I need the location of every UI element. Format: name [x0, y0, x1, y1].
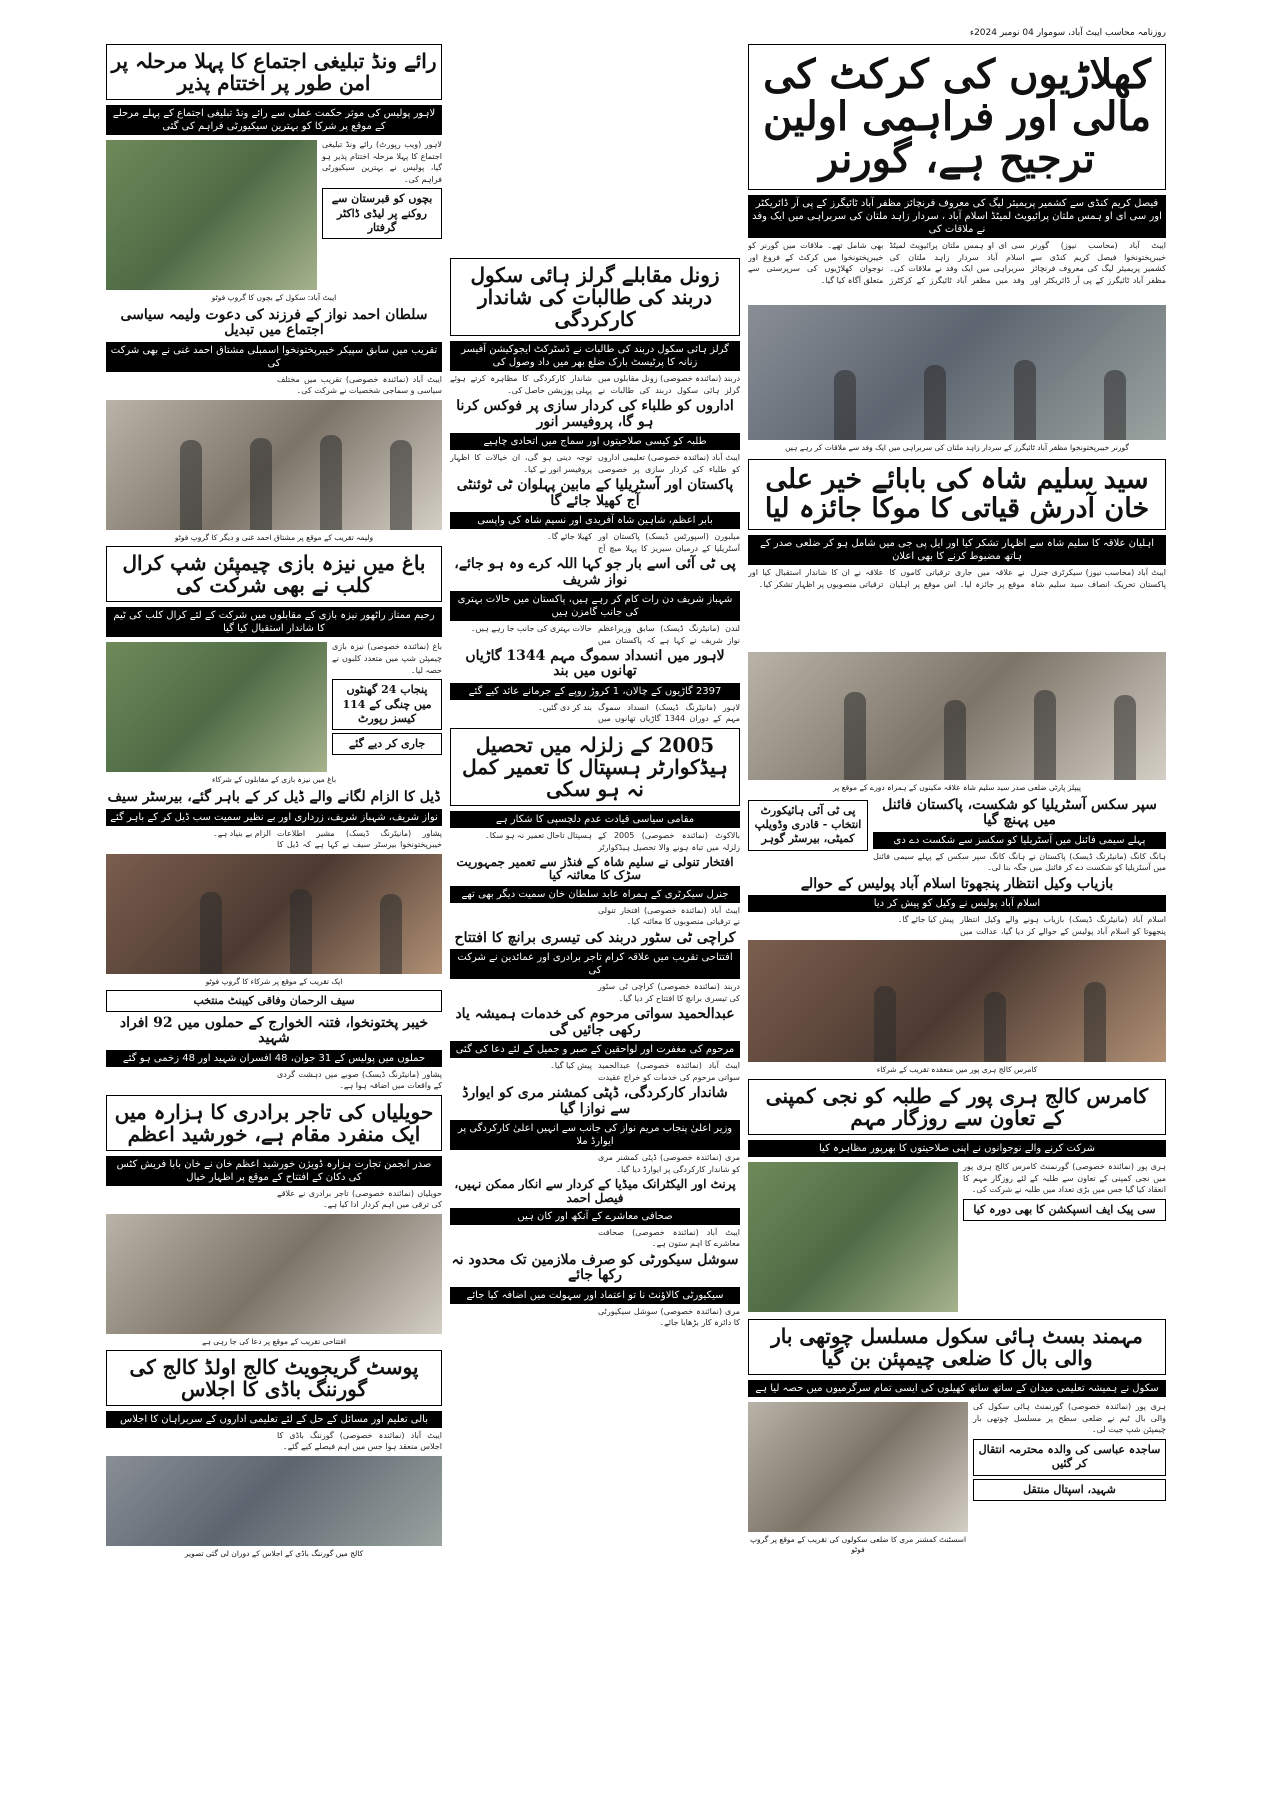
tableegh-row: [106, 137, 442, 293]
hospital-strap: مقامی سیاسی قیادت عدم دلچسپی کا شکار ہے: [450, 811, 740, 828]
pti-headline: پی ٹی آئی اسے بار جو کہا اللہ کرے وہ ہو جائے، نواز شریف: [454, 556, 736, 588]
khyber-strap: حملوں میں پولیس کے 31 جوان، 48 افسران شہید اور 48 زخمی ہو گئے: [106, 1050, 442, 1067]
students-headline: اداروں کو طلباء کی کردار سازی پر فوکس کرنا ہو گا، پروفیسر انور: [456, 398, 734, 430]
sultan-strap: تقریب میں سابق سپیکر خیبرپختونخوا اسمبلی مشتاق احمد غنی نے بھی شرکت کی: [106, 342, 442, 372]
tableegh-photo: [106, 140, 317, 290]
postgrad-photo: [106, 1456, 442, 1546]
award-body: مری (نمائندہ خصوصی) ڈپٹی کمشنر مری کو شاندار کارکردگی پر ایوارڈ دیا گیا۔: [598, 1153, 740, 1174]
lead-strap: فیصل کریم کنڈی سے کشمیر پریمیئر لیگ کی معروف فرنچائز مظفر آباد ٹائیگرز کے پی آر ڈائریکٹر اور سی ای او ہمس ملتان پرائیویٹ لمیٹڈ اسلام آباد ، سردار زاہد ملتان کی سربراہی میں ایک وفد نے ملاقات کی: [748, 195, 1166, 238]
commerce-photo: [748, 940, 1166, 1062]
aus-headline: سپر سکس آسٹریلیا کو شکست، پاکستان فائنل میں پہنچ گیا: [882, 796, 1157, 829]
wrestling-headline: پاکستان اور آسٹریلیا کے مابین پہلوان ٹی ٹوئنٹی آج کھیلا جائے گا: [456, 477, 734, 509]
tableegh-headline: رائے ونڈ تبلیغی اجتماع کا پہلا مرحلہ پر امن طور پر اختتام پذیر: [111, 49, 437, 95]
media-strap: صحافی معاشرے کے آنکھ اور کان ہیں: [450, 1208, 740, 1225]
smog-body: لاہور (مانیٹرنگ ڈیسک) انسداد سموگ مہم کے دوران 1344 گاڑیاں تھانوں میں بند کر دی گئیں۔: [538, 702, 740, 724]
road-strap: جنرل سیکرٹری کے ہمراہ عابد سلطان خان سمیت دیگر بھی تھے: [450, 886, 740, 903]
tableegh-strap: لاہور پولیس کی موثر حکمت عملی سے رائے ونڈ تبلیغی اجتماع کے پہلے مرحلے کے موقع پر شرکا کو بہترین سیکیورٹی فراہم کی گئی: [106, 105, 442, 135]
bagh-strap: رحیم ممتاز راٹھور نیزہ بازی کے مقابلوں میں شرکت کے لئے کرال کلب کی ٹیم کا شاندار استقبال کیا گیا: [106, 607, 442, 637]
postgrad-story: [106, 1350, 442, 1406]
havelian-headline: حویلیاں کی تاجر برادری کا ہزارہ میں ایک منفرد مقام ہے، خورشید اعظم: [114, 1099, 434, 1146]
khyber-headline: خیبر پختونخوا، فتنہ الخوارج کے حملوں میں 92 افراد شہید: [119, 1014, 429, 1047]
postgrad-strap: بالی تعلیم اور مسائل کے حل کے لئے تعلیمی اداروں کے سربراہان کا اجلاس: [106, 1411, 442, 1428]
school-headline: مہمند بسٹ ہائی سکول مسلسل چوتھی بار والی بال کا ضلعی چیمپئن بن گیا: [771, 1324, 1143, 1371]
postgrad-caption: کالج میں گورننگ باڈی کے اجلاس کے دوران لی گئی تصویر: [184, 1548, 364, 1558]
lawyer-headline: بازیاب وکیل انتظار پنجھوتا اسلام آباد پولیس کے حوالے: [800, 875, 1114, 892]
commerce-row: [748, 1159, 1166, 1315]
school-row: [748, 1399, 1166, 1555]
sultan-caption: ولیمہ تقریب کے موقع پر مشتاق احمد غنی و دیگر کا گروپ فوٹو: [174, 532, 374, 542]
deal-headline: ڈیل کا الزام لگانے والے ڈیل کر کے باہر گئے، بیرسٹر سیف: [107, 789, 441, 806]
abdul-headline: عبدالحمید سواتی مرحوم کی خدمات ہمیشہ یاد رکھی جائیں گی: [455, 1006, 735, 1038]
left-column: [106, 44, 442, 1780]
lead-body: ایبٹ آباد (محاسب نیوز) گورنر خیبرپختونخوا فیصل کریم کنڈی سے کشمیر پریمیئر لیگ کی معروف فرنچائز مظفر آباد ٹائیگرز کے پی آر ڈائریکٹر اور سی ای او ہمس ملتان پرائیویٹ لمیٹڈ اسلام آباد سردار زاہد ملتان کی سربراہی میں ایک وفد نے ملاقات کی۔ وفد میں مظفر آباد ٹائیگرز کے کرکٹرز بھی شامل تھے۔ ملاقات میں گورنر کو خیبرپختونخوا میں کرکٹ کے فروغ اور نوجوان کھلاڑیوں کی سرپرستی سے متعلق آگاہ کیا گیا۔: [748, 241, 1166, 285]
hospital-headline: 2005 کے زلزلہ میں تحصیل ہیڈکوارٹر ہسپتال کا تعمیر کمل نہ ہو سکی: [462, 733, 728, 802]
school-caption: اسسٹنٹ کمشنر مری کا ضلعی سکولوں کی تقریب کے موقع پر گروپ فوٹو: [749, 1535, 967, 1554]
tableegh-caption: ایبٹ آباد: سکول کے بچوں کا گروپ فوٹو: [211, 293, 337, 302]
side-box-4: شہید، اسپتال منتقل: [973, 1479, 1166, 1501]
bagh-box-1: پنجاب 24 گھنٹوں میں چنگی کے 114 کیسز رپورٹ: [332, 679, 442, 730]
side-box-3: ساجدہ عباسی کی والدہ محترمہ انتقال کر گئیں: [973, 1439, 1166, 1476]
commerce-strap: شرکت کرنے والے نوجوانوں نے اپنی صلاحیتوں کا بھرپور مظاہرہ کیا: [748, 1140, 1166, 1157]
school-story: [748, 1319, 1166, 1375]
bagh-story: [106, 546, 442, 602]
award-headline: شاندار کارکردگی، ڈپٹی کمشنر مری کو ایوارڈ سے نوازا گیا: [462, 1085, 728, 1117]
tableegh-story: [106, 44, 442, 100]
deal-strap: نواز شریف، شہباز شریف، زرداری اور بے نظیر سمیت سب ڈیل کر کے باہر گئے: [106, 809, 442, 826]
students-strap: طلبہ کو کیسی صلاحیتوں اور سماج میں اتحادی چاہیے: [450, 433, 740, 450]
sultan-body: ایبٹ آباد (نمائندہ خصوصی) تقریب میں مختلف سیاسی و سماجی شخصیات نے شرکت کی۔: [277, 374, 442, 396]
students-body: ایبٹ آباد (نمائندہ خصوصی) تعلیمی اداروں کو طلباء کی کردار سازی پر خصوصی توجہ دینی ہو گی، ان خیالات کا اظہار پروفیسر انور نے کیا۔: [450, 452, 740, 474]
bagh-headline: باغ میں نیزہ بازی چیمپئن شپ کرال کلب نے بھی شرکت کی: [122, 551, 426, 598]
award-strap: وزیر اعلیٰ پنجاب مریم نواز کی جانب سے انہیں اعلیٰ کارکردگی پر ایوارڈ ملا: [450, 1120, 740, 1150]
aus-strap: پہلے سیمی فائنل میں آسٹریلیا کو سکسز سے شکست دے دی: [873, 832, 1166, 849]
side-box-1: پی ٹی آئی ہائیکورٹ انتخاب - قادری وڈویلپ کمیٹی، بیرسٹر گوہر: [748, 800, 868, 851]
commerce-story: [748, 1079, 1166, 1135]
lead-photo: [748, 305, 1166, 440]
right-column: [748, 44, 1166, 1780]
lead-caption: گورنر خیبرپختونخوا مظفر آباد ٹائیگرز کے سردار زاہد ملتان کی سربراہی میں ایک وفد سے ملاقات کر رہے ہیں: [785, 443, 1129, 452]
right-mid-row: [748, 797, 1166, 876]
lead-story: [748, 44, 1166, 190]
postgrad-headline: پوسٹ گریجویٹ کالج اولڈ کالج کی گورننگ باڈی کا اجلاس: [129, 1354, 419, 1401]
lawyer-body: اسلام آباد (مانیٹرنگ ڈیسک) بازیاب ہونے والے وکیل انتظار پنجھوتا کو اسلام آباد پولیس کے حوالے کر دیا گیا، عدالت میں پیش کیا جائے گا۔: [897, 915, 1166, 936]
hospital-body: بالاکوٹ (نمائندہ خصوصی) 2005 کے زلزلہ میں تباہ ہونے والا تحصیل ہیڈکوارٹر ہسپتال تاحال تعمیر نہ ہو سکا۔: [485, 831, 740, 852]
school-photo: [748, 1402, 968, 1532]
wrestling-strap: بابر اعظم، شاہین شاہ آفریدی اور نسیم شاہ کی واپسی: [450, 512, 740, 529]
bagh-body: باغ (نمائندہ خصوصی) نیزہ بازی چیمپئن شپ میں متعدد کلبوں نے حصہ لیا۔: [332, 642, 442, 675]
children-photo: [748, 1162, 958, 1312]
media-headline: پرنٹ اور الیکٹرانک میڈیا کے کردار سے انکار ممکن نہیں، فیصل احمد: [454, 1177, 736, 1205]
saleem-photo: [748, 652, 1166, 780]
havelian-strap: صدر انجمن تجارت ہزارہ ڈویژن خورشید اعظم خان نے خان بابا فریش کٹس کی دکان کے افتتاح کے موقع پر اظہار خیال: [106, 1156, 442, 1186]
saleem-body: ایبٹ آباد (محاسب نیوز) سیکرٹری جنرل پاکستان تحریک انصاف سید سلیم شاہ نے علاقہ میں جاری ترقیاتی کاموں کا موقع پر جائزہ لیا۔ اس موقع پر اہلیان علاقہ نے ان کا شاندار استقبال کیا اور ترقیاتی منصوبوں پر اظہار تشکر کیا۔: [748, 568, 1166, 589]
bagh-caption: باغ میں نیزہ بازی کے مقابلوں کے شرکاء: [211, 775, 337, 785]
deal-body: پشاور (مانیٹرنگ ڈیسک) مشیر اطلاعات خیبرپختونخوا بیرسٹر سیف نے کہا ہے کہ ڈیل کا الزام بے بنیاد ہے۔: [213, 828, 442, 850]
commerce-body: ہری پور (نمائندہ خصوصی) گورنمنٹ کامرس کالج ہری پور میں نجی کمپنی کے تعاون سے طلبہ کے لئے روزگار مہم کا انعقاد کیا گیا جس میں بڑی تعداد میں طلبہ نے شرکت کی۔: [963, 1162, 1166, 1195]
havelian-body: حویلیاں (نمائندہ خصوصی) تاجر برادری نے علاقے کی ترقی میں اہم کردار ادا کیا ہے۔: [277, 1188, 442, 1210]
abdul-strap: مرحوم کی مغفرت اور لواحقین کے صبر و جمیل کے لئے دعا کی گئی: [450, 1041, 740, 1058]
khyber-box: سیف الرحمان وفاقی کیبنٹ منتخب: [106, 990, 442, 1012]
security-headline: سوشل سیکورٹی کو صرف ملازمین تک محدود نہ رکھا جائے: [451, 1251, 739, 1284]
bagh-photo: [106, 642, 327, 772]
newspaper-page: [106, 28, 1166, 1780]
wrestling-body: میلبورن (اسپورٹس ڈیسک) پاکستان اور آسٹریلیا کے درمیان سیریز کا پہلا میچ آج کھیلا جائے گا۔: [547, 531, 740, 553]
zonal-headline: زونل مقابلے گرلز ہائی سکول دربند کی طالبات کی شاندار کارکردگی: [470, 263, 720, 331]
lead-headline: کھلاڑیوں کی کرکٹ کی مالی اور فراہمی اولین ترجیح ہے، گورنر: [762, 51, 1151, 182]
media-body: ایبٹ آباد (نمائندہ خصوصی) صحافت معاشرے کا اہم ستون ہے۔: [598, 1227, 740, 1249]
abdul-body: ایبٹ آباد (نمائندہ خصوصی) عبدالحمید سواتی مرحوم کی خدمات کو خراج عقیدت پیش کیا گیا۔: [550, 1061, 740, 1082]
sultan-photo: [106, 400, 442, 530]
tableegh-box: بچوں کو قبرستان سے روکنے پر لیڈی ڈاکٹر گرفتار: [322, 188, 442, 239]
deal-caption: ایک تقریب کے موقع پر شرکاء کا گروپ فوٹو: [205, 976, 343, 986]
saleem-caption: پیپلز پارٹی ضلعی صدر سید سلیم شاہ علاقہ مکینوں کے ہمراہ دورے کے موقع پر: [832, 783, 1081, 793]
school-body: ہری پور (نمائندہ خصوصی) گورنمنٹ ہائی سکول کی والی بال ٹیم نے ضلعی سطح پر مسلسل چوتھی بار چیمپئن شپ جیت لی۔: [973, 1402, 1166, 1435]
commerce-caption: کامرس کالج ہری پور میں منعقدہ تقریب کے شرکاء: [876, 1065, 1038, 1075]
karachi-body: دربند (نمائندہ خصوصی) کراچی ٹی سٹور کی تیسری برانچ کا افتتاح کر دیا گیا۔: [598, 982, 740, 1003]
hospital-story: [450, 728, 740, 806]
road-body: ایبٹ آباد (نمائندہ خصوصی) افتخار تنولی نے ترقیاتی منصوبوں کا معائنہ کیا۔: [598, 905, 740, 927]
smog-strap: 2397 گاڑیوں کے چالان، 1 کروڑ روپے کے جرمانے عائد کیے گئے: [450, 683, 740, 700]
saleem-story: [748, 459, 1166, 530]
sultan-headline: سلطان احمد نواز کے فرزند کی دعوت ولیمہ سیاسی اجتماع میں تبدیل: [120, 306, 428, 339]
security-body: مری (نمائندہ خصوصی) سوشل سیکیورٹی کا دائرہ کار بڑھایا جائے۔: [598, 1306, 740, 1328]
havelian-story: [106, 1095, 442, 1151]
karachi-headline: کراچی ٹی سٹور دربند کی تیسری برانچ کا افتتاح: [454, 929, 736, 946]
postgrad-body: ایبٹ آباد (نمائندہ خصوصی) گورننگ باڈی کا اجلاس منعقد ہوا جس میں اہم فیصلے کیے گئے۔: [277, 1430, 442, 1452]
smog-headline: لاہور میں انسداد سموگ مہم 1344 گاڑیاں تھانوں میں بند: [465, 648, 725, 680]
side-box-2: سی پیک ایف انسپکشن کا بھی دورہ کیا: [963, 1199, 1166, 1221]
karachi-strap: افتتاحی تقریب میں علاقہ کرام تاجر برادری اور عمائدین نے شرکت کی: [450, 949, 740, 979]
dateline: روزنامہ محاسب ایبٹ آباد، سوموار 04 نومبر 2024ء: [969, 28, 1166, 38]
tableegh-body: لاہور (ویب رپورٹ) رائے ونڈ تبلیغی اجتماع کا پہلا مرحلہ اختتام پذیر ہو گیا، پولیس نے بہترین سیکیورٹی فراہم کی۔: [322, 140, 442, 184]
zonal-body: دربند (نمائندہ خصوصی) زونل مقابلوں میں گرلز ہائی سکول دربند کی طالبات نے شاندار کارکردگی کا مظاہرہ کرتے ہوئے پہلی پوزیشن حاصل کی۔: [450, 374, 740, 395]
road-headline: افتخار تنولی نے سلیم شاہ کے فنڈز سے تعمیر جمہوریت سڑک کا معائنہ کیا: [456, 855, 734, 883]
havelian-caption: افتتاحی تقریب کے موقع پر دعا کی جا رہی ہے: [202, 1337, 346, 1346]
bagh-box-2: جاری کر دیے گئے: [332, 733, 442, 755]
security-strap: سیکیورٹی کالاؤنٹ نا تو اعتماد اور سہولت میں اضافہ کیا جائے: [450, 1287, 740, 1304]
havelian-photo: [106, 1214, 442, 1334]
bagh-row: [106, 639, 442, 775]
pti-strap: شہباز شریف دن رات کام کر رہے ہیں، پاکستان میں حالات بہتری کی جانب گامزن ہیں: [450, 591, 740, 621]
school-strap: سکول نے ہمیشہ تعلیمی میدان کے ساتھ ساتھ کھیلوں کی ایسی تمام سرگرمیوں میں حصہ لیا ہے: [748, 1380, 1166, 1397]
lawyer-strap: اسلام آباد پولیس نے وکیل کو پیش کر دیا: [748, 895, 1166, 912]
saleem-strap: اہلیان علاقہ کا سلیم شاہ سے اظہار تشکر کیا اور ایل پی جی میں شامل ہو کر ضلعی صدر کے ہاتھ مضبوط کرنے کا بھی اعلان: [748, 535, 1166, 565]
zonal-strap: گرلز ہائی سکول دربند کی طالبات نے ڈسٹرکٹ ایجوکیشن آفیسر زنانہ کا پرٹیسٹ بارک ضلع بھر میں داد وصول کی: [450, 341, 740, 371]
saleem-headline: سید سلیم شاہ کی بابائے خیر علی خان آدرش قیاتی کا موکا جائزہ لیا: [764, 463, 1150, 525]
aus-body: ہانگ کانگ (مانیٹرنگ ڈیسک) پاکستان نے ہانگ کانگ سپر سکس کے پہلے سیمی فائنل میں آسٹریلیا کو شکست دے کر فائنل میں جگہ بنا لی۔: [873, 851, 1166, 873]
commerce-headline: کامرس کالج ہری پور کے طلبہ کو نجی کمپنی کے تعاون سے روزگار مہم: [765, 1084, 1149, 1131]
zonal-story: [450, 258, 740, 336]
deal-photo: [106, 854, 442, 974]
pti-body: لندن (مانیٹرنگ ڈیسک) سابق وزیراعظم نواز شریف نے کہا ہے کہ پاکستان میں حالات بہتری کی جانب جا رہے ہیں۔: [470, 623, 740, 645]
khyber-body: پشاور (مانیٹرنگ ڈیسک) صوبے میں دہشت گردی کے واقعات میں اضافہ ہوا ہے۔: [277, 1069, 442, 1091]
middle-column: [450, 258, 740, 1780]
